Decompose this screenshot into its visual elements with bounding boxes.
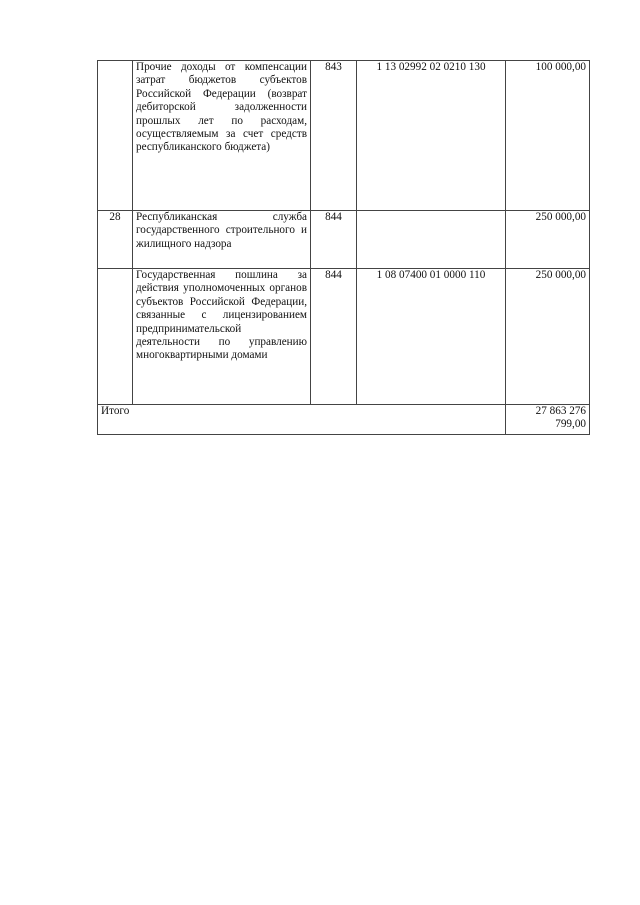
admin-code: 844 bbox=[311, 269, 357, 405]
total-amount-line-1: 27 863 276 bbox=[535, 405, 586, 417]
revenue-name: Государственная пошлина за действия уполномоченных органов субъектов Российской Федерации, связанные с лицензированием предпринимательской деятельности по управлению многоквартирными домами bbox=[133, 269, 311, 405]
table-row bbox=[98, 61, 590, 211]
amount: 250 000,00 bbox=[506, 269, 590, 405]
amount: 100 000,00 bbox=[506, 61, 590, 211]
total-label: Итого bbox=[98, 405, 506, 435]
row-number bbox=[98, 269, 133, 405]
table-row bbox=[98, 211, 590, 269]
budget-classification-code: 1 13 02992 02 0210 130 bbox=[357, 61, 506, 211]
total-row bbox=[98, 405, 590, 435]
row-number: 28 bbox=[98, 211, 133, 269]
total-amount-line-2: 799,00 bbox=[555, 418, 586, 431]
amount: 250 000,00 bbox=[506, 211, 590, 269]
admin-code: 843 bbox=[311, 61, 357, 211]
budget-classification-code: 1 08 07400 01 0000 110 bbox=[357, 269, 506, 405]
budget-classification-code bbox=[357, 211, 506, 269]
admin-code: 844 bbox=[311, 211, 357, 269]
total-amount bbox=[506, 405, 590, 435]
row-number bbox=[98, 61, 133, 211]
table-row bbox=[98, 269, 590, 405]
revenue-name: Республиканская служба государственного строительного и жилищного надзора bbox=[133, 211, 311, 269]
revenue-name: Прочие доходы от компенсации затрат бюджетов субъектов Российской Федерации (возврат дебиторской задолженности прошлых лет по расходам, осуществляемым за счет средств республиканского бюджета) bbox=[133, 61, 311, 211]
revenue-table bbox=[97, 60, 590, 435]
